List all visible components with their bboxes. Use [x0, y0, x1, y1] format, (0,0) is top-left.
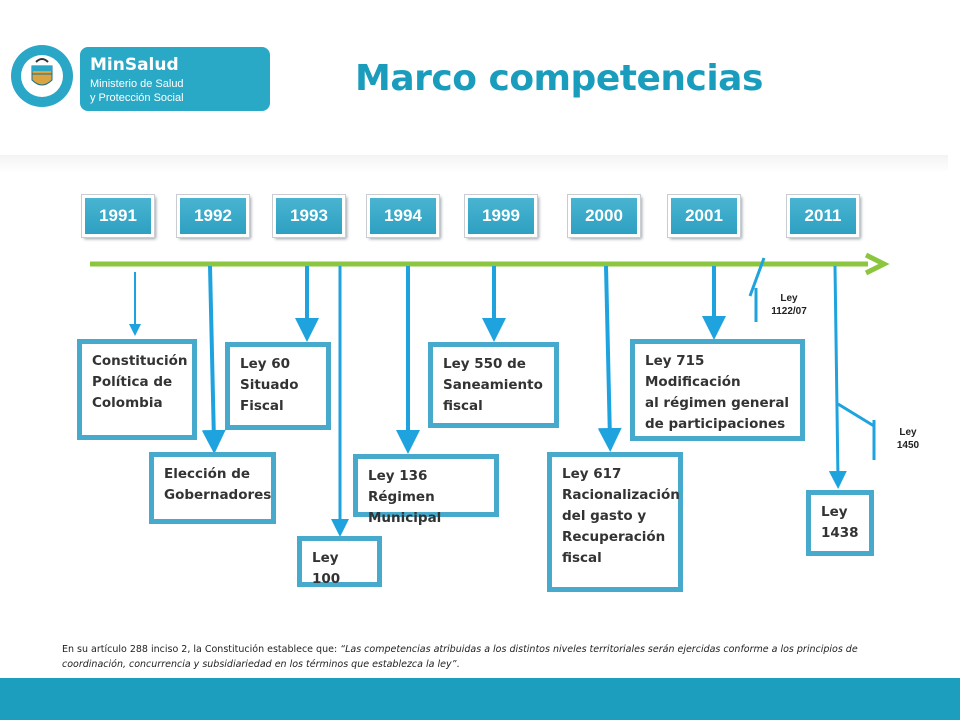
constitution-footnote — [62, 642, 882, 672]
event-ley-550: Ley 550 de Saneamiento fiscal — [428, 342, 559, 428]
footer-bar — [0, 678, 960, 720]
footnote-end: . — [456, 659, 460, 670]
event-constitucion: Constitución Política de Colombia — [77, 339, 197, 440]
year-box-1992: 1992 — [177, 195, 249, 237]
logo-subtitle-line2: y Protección Social — [90, 92, 184, 104]
year-box-2000: 2000 — [568, 195, 640, 237]
event-ley-136: Ley 136 Régimen Municipal — [353, 454, 499, 517]
footnote-intro: En su artículo 288 inciso 2, la Constitución establece que: — [62, 644, 341, 655]
note-ley-1450: Ley 1450 — [896, 427, 920, 451]
year-box-2011: 2011 — [787, 195, 859, 237]
year-box-1991: 1991 — [82, 195, 154, 237]
event-ley-100: Ley 100 — [297, 536, 382, 587]
arrow-1992 — [210, 266, 214, 442]
logo-subtitle-line1: Ministerio de Salud — [90, 78, 184, 90]
arrow-2000 — [606, 266, 610, 440]
year-box-1999: 1999 — [465, 195, 537, 237]
note-ley-1122: Ley 1122/07 — [771, 293, 807, 317]
logo-name: MinSalud — [90, 55, 179, 75]
event-ley-60: Ley 60 Situado Fiscal — [225, 342, 331, 430]
arrow-2011 — [835, 266, 838, 480]
year-box-2001: 2001 — [668, 195, 740, 237]
year-box-1994: 1994 — [367, 195, 439, 237]
event-ley-1438: Ley 1438 — [806, 490, 874, 556]
page-title: Marco competencias — [355, 58, 763, 99]
event-ley-715: Ley 715 Modificación al régimen general de participaciones — [630, 339, 805, 441]
event-eleccion-gobernadores: Elección de Gobernadores — [149, 452, 276, 524]
timeline-arrowhead — [866, 255, 884, 273]
year-box-1993: 1993 — [273, 195, 345, 237]
event-ley-617: Ley 617 Racionalización del gasto y Recuperación fiscal — [547, 452, 683, 592]
footnote-quote: “Las competencias atribuidas a los distintos niveles territoriales serán ejercidas conforme a los principios de coordinación, concurrencia y subsidiariedad en los términos que establezca la ley” — [62, 644, 858, 670]
note-1450-slash — [838, 404, 874, 426]
